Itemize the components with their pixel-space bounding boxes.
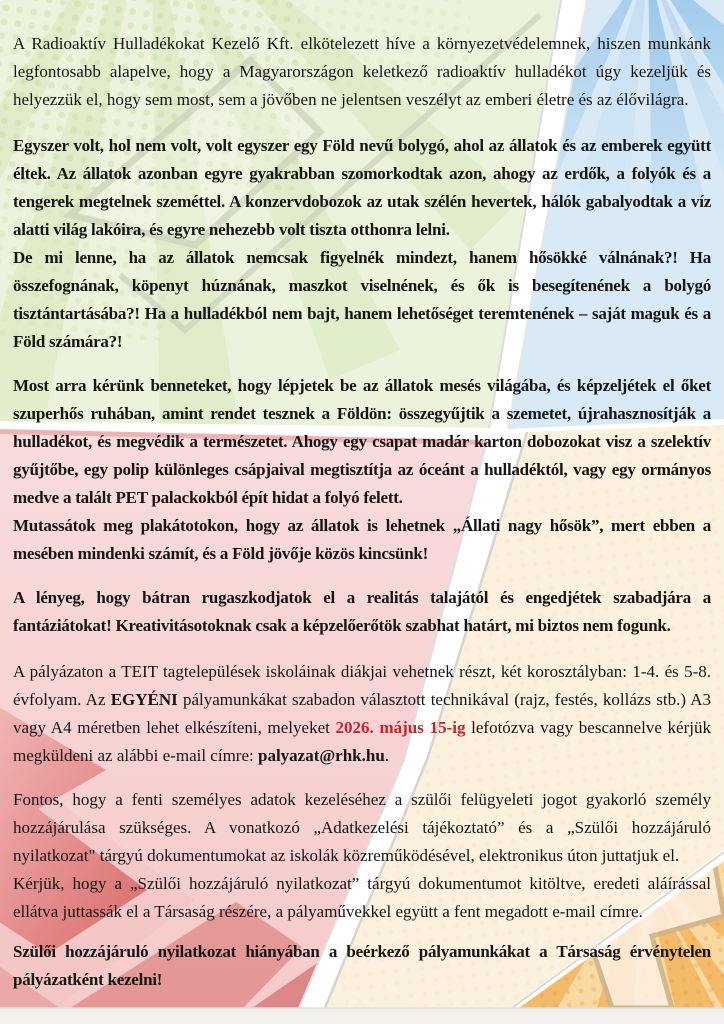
bottom-strip [0, 1008, 724, 1024]
paragraph-privacy-2: Kérjük, hogy a „Szülői hozzájáruló nyilatkozat” tárgyú dokumentumot kitöltve, eredeti aláírással ellátva juttassák el a Társaság részére, a pályaművekkel együtt a fent megadott e-mail címre. [13, 874, 711, 921]
deadline-text: 2026. május 15-ig [335, 718, 466, 737]
paragraph-privacy-1: Fontos, hogy a fenti személyes adatok kezeléséhez a szülői felügyeleti jogot gyakorló személy hozzájárulása szükséges. A vonatkozó „Adatkezelési tájékoztató” és a „Szülői hozzájáruló nyilatkozat" tárgyú dokumentumokat az iskolák közreműködésével, elektronikus úton juttatjuk el. [13, 790, 711, 865]
paragraph-intro: A Radioaktív Hulladékokat Kezelő Kft. elkötelezett híve a környezetvédelemnek, hiszen munkánk legfontosabb alapelve, hogy a Magyarországon keletkező radioaktív hulladékot úgy kezeljük és helyezzük el, hogy sem most, sem a jövőben ne jelentsen veszélyt az emberi életre és az élővilágra. [13, 34, 711, 109]
paragraph-encouragement: A lényeg, hogy bátran rugaszkodjatok el a realitás talajától és engedjétek szabadjára a fantáziátokat! Kreativitásotoknak csak a képzelőerőtök szabhat határt, mi biztos nem fogunk. [13, 588, 711, 635]
paragraph-call-to-action: Most arra kérünk benneteket, hogy lépjetek be az állatok mesés világába, és képzeljétek el őket szuperhős ruhában, amint rendet tesznek a Földön: összegyűjtik a szemetet, újrahasznosítják a hulladékot, és megvédik a természetet. Ahogy egy csapat madár karton dobozokat visz a szelektív gyűjtőbe, egy polip különleges csápjaival megtisztítja az óceánt a hulladéktól, vagy egy ormányos medve a talált PET palackokból épít hidat a folyó felett. [13, 376, 711, 507]
submission-tail-text: lefotózva vagy bescannelve kérjük megküldeni az alábbi e-mail címre: [13, 718, 711, 765]
submission-mid-text: pályamunkákat szabadon választott technikával (rajz, festés, kollázs stb.) A3 vagy A4 méretben lehet elkészíteni, melyeket [13, 690, 711, 737]
submission-lead-text: A pályázaton a TEIT tagtelepülések iskoláinak diákjai vehetnek részt, két korosztályban: 1-4. és 5-8. évfolyam. Az [13, 662, 711, 709]
paragraph-submission-details [13, 658, 711, 770]
paragraph-story-2: De mi lenne, ha az állatok nemcsak figyelnék mindezt, hanem hősökké válnának?! Ha összefognának, köpenyt húznának, maszkot viselnének, és ők is besegítenének a bolygó tisztántartásába?! Ha a hulladékból nem bajt, hanem lehetőséget teremtenének – saját maguk és a Föld számára?! [13, 248, 711, 351]
individual-entry-emphasis: EGYÉNI [110, 690, 178, 709]
paragraph-story-1: Egyszer volt, hol nem volt, volt egyszer egy Föld nevű bolygó, ahol az állatok és az emberek együtt éltek. Az állatok azonban egyre gyakrabban szomorkodtak azon, ahogy az erdők, a folyók és a tengerek megtelnek szeméttel. A konzervdobozok az utak szélén hevertek, hálók gabalyodtak a víz alatti világ lakóira, és egyre nehezebb volt tiszta otthonra lelni. [13, 136, 711, 239]
email-address: palyazat@rhk.hu [257, 746, 385, 765]
paragraph-poster-prompt: Mutassátok meg plakátotokon, hogy az állatok is lehetnek „Állati nagy hősök”, mert ebben a mesében mindenki számít, és a Föld jövője közös kincsünk! [13, 516, 711, 563]
submission-period: . [384, 746, 390, 765]
paragraph-warning: Szülői hozzájáruló nyilatkozat hiányában a beérkező pályamunkákat a Társaság érvénytelen pályázatként kezelni! [13, 942, 711, 989]
